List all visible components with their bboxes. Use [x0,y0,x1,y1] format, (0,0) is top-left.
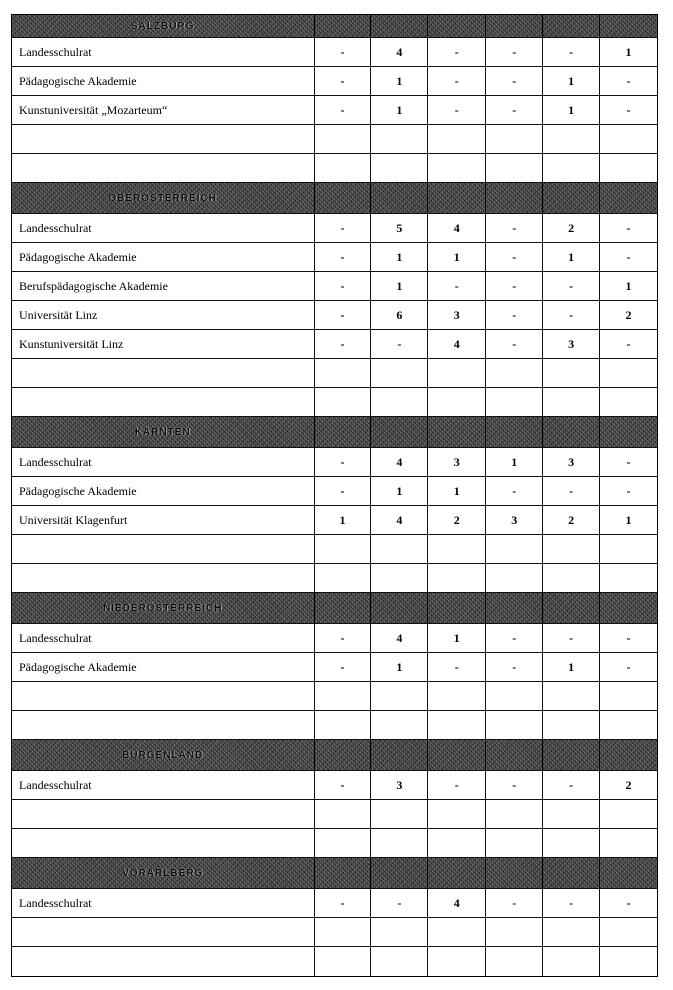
value-cell: 1 [625,278,632,293]
value-cell: 1 [371,653,428,681]
value-cell: - [486,477,543,505]
institution-name-cell [12,535,315,563]
table-row [12,947,657,976]
section-header-value-cell [543,858,600,888]
value-cell [428,154,486,182]
value-cell [315,535,372,563]
value-cell: 1 [486,448,543,476]
value-cell: 1 [428,477,486,505]
value-cell: 1 [543,243,600,271]
section-header-value-cell [600,740,657,770]
table-row [12,448,657,477]
value-cell [600,154,657,182]
section-header-value-cell [428,417,486,447]
section-header-value-cell [428,740,486,770]
value-cell: - [543,771,600,799]
value-cell [371,154,428,182]
value-cell [315,947,372,976]
value-cell [543,535,600,563]
table-row [12,800,657,829]
table-row [12,771,657,800]
value-cell: - [486,67,543,95]
value-cell [486,682,543,710]
section-header-row [12,417,657,448]
value-cell [600,800,657,828]
value-cell [371,800,428,828]
value-cell [486,918,543,946]
value-cell [543,829,600,857]
value-cell: 6 [371,301,428,329]
section-header-value-cell [486,183,543,213]
section-header-row [12,858,657,889]
value-cell: 5 [371,214,428,242]
value-cell: - [626,454,631,469]
value-cell: 2 [428,506,486,534]
table-row [12,535,657,564]
section-header-value-cell [371,740,428,770]
table-row [12,829,657,858]
institution-name-cell: Berufspädagogische Akademie [12,272,315,300]
section-header-cell [12,593,315,623]
table-row [12,96,657,125]
institution-name-cell [12,800,315,828]
section-header-value-cell [486,740,543,770]
value-cell: 4 [428,214,486,242]
value-cell: - [486,243,543,271]
section-header-value-cell [371,15,428,37]
institution-name-cell: Pädagogische Akademie [12,477,315,505]
institution-name-cell: Pädagogische Akademie [12,653,315,681]
value-cell: - [486,301,543,329]
value-cell: - [626,102,631,117]
value-cell [371,125,428,153]
institution-name-cell [12,947,315,976]
value-cell: - [626,336,631,351]
value-cell [371,564,428,592]
value-cell [371,682,428,710]
value-cell: 3 [428,301,486,329]
institution-name-cell: Pädagogische Akademie [12,243,315,271]
section-header-value-cell [371,417,428,447]
value-cell: - [486,96,543,124]
value-cell: - [486,889,543,917]
value-cell [486,947,543,976]
value-cell [428,800,486,828]
section-header-value-cell [543,740,600,770]
value-cell: 1 [371,272,428,300]
value-cell [371,535,428,563]
value-cell [486,359,543,387]
value-cell: 4 [371,506,428,534]
value-cell [315,829,372,857]
institution-name-cell [12,682,315,710]
value-cell [486,564,543,592]
section-header-value-cell [543,417,600,447]
section-header-value-cell [486,15,543,37]
value-cell [543,125,600,153]
institution-name-cell: Landesschulrat [12,38,315,66]
value-cell: 3 [428,448,486,476]
value-cell: - [315,889,372,917]
value-cell [600,947,657,976]
value-cell [543,947,600,976]
institution-name-cell: Kunstuniversität „Mozarteum“ [12,96,315,124]
value-cell: - [486,653,543,681]
section-header-value-cell [600,858,657,888]
value-cell [600,359,657,387]
value-cell: - [315,214,372,242]
section-header-value-cell [428,593,486,623]
value-cell: 1 [428,624,486,652]
value-cell: - [315,477,372,505]
value-cell [428,829,486,857]
value-cell: 1 [543,653,600,681]
value-cell: 1 [625,512,632,527]
value-cell: - [543,301,600,329]
table-row [12,564,657,593]
value-cell [315,711,372,739]
table-row [12,889,657,918]
institution-name-cell: Landesschulrat [12,214,315,242]
value-cell: - [626,220,631,235]
value-cell [600,125,657,153]
section-header-cell [12,417,315,447]
section-header-value-cell [315,593,372,623]
value-cell [315,125,372,153]
value-cell [600,829,657,857]
section-header-value-cell [428,183,486,213]
value-cell: - [543,624,600,652]
table-row [12,67,657,96]
value-cell [371,388,428,416]
table-row [12,154,657,183]
section-header-value-cell [600,593,657,623]
section-header-value-cell [315,15,372,37]
section-header-value-cell [486,593,543,623]
section-header-value-cell [428,15,486,37]
institution-name-cell: Universität Klagenfurt [12,506,315,534]
section-header-row [12,183,657,214]
value-cell: - [315,272,372,300]
section-header-cell [12,740,315,770]
institution-name-cell [12,154,315,182]
value-cell [315,918,372,946]
section-title: NIEDERÖSTERREICH [103,602,223,614]
section-header-value-cell [543,183,600,213]
institution-name-cell: Landesschulrat [12,448,315,476]
institution-name-cell: Kunstuniversität Linz [12,330,315,358]
value-cell [315,154,372,182]
value-cell [428,682,486,710]
section-header-value-cell [371,183,428,213]
value-cell: 1 [428,243,486,271]
section-header-value-cell [315,740,372,770]
value-cell: 4 [371,448,428,476]
value-cell: - [543,477,600,505]
section-header-value-cell [428,858,486,888]
value-cell: - [486,624,543,652]
institution-name-cell [12,359,315,387]
value-cell: - [428,38,486,66]
value-cell [371,947,428,976]
value-cell [543,564,600,592]
value-cell: 1 [315,506,372,534]
value-cell [428,359,486,387]
value-cell: - [315,243,372,271]
table-row [12,38,657,67]
section-header-value-cell [486,417,543,447]
table-row [12,330,657,359]
value-cell [371,711,428,739]
value-cell: 2 [543,506,600,534]
value-cell [600,535,657,563]
institution-name-cell [12,388,315,416]
value-cell: - [486,214,543,242]
value-cell [600,388,657,416]
value-cell [543,711,600,739]
table-row [12,214,657,243]
value-cell: 1 [371,477,428,505]
value-cell: - [315,624,372,652]
value-cell: - [371,330,428,358]
institution-name-cell: Landesschulrat [12,889,315,917]
value-cell: 1 [543,96,600,124]
table-row [12,918,657,947]
value-cell: - [315,301,372,329]
value-cell: 4 [428,889,486,917]
section-header-value-cell [315,417,372,447]
value-cell [486,154,543,182]
value-cell: 3 [486,506,543,534]
section-header-value-cell [600,15,657,37]
value-cell [486,125,543,153]
value-cell: 4 [371,624,428,652]
value-cell [428,535,486,563]
table-row [12,388,657,417]
value-cell: - [486,771,543,799]
value-cell: - [486,38,543,66]
value-cell [315,564,372,592]
value-cell: - [315,96,372,124]
institution-name-cell: Landesschulrat [12,624,315,652]
value-cell: 1 [625,44,632,59]
section-header-cell [12,858,315,888]
value-cell: - [315,67,372,95]
value-cell: - [486,272,543,300]
value-cell: 1 [371,243,428,271]
section-title: VORARLBERG [122,867,204,879]
table-row [12,711,657,740]
section-title: OBERÖSTERREICH [108,192,217,204]
value-cell [428,125,486,153]
institution-name-cell [12,564,315,592]
value-cell: - [315,653,372,681]
value-cell: - [626,895,631,910]
institution-name-cell: Pädagogische Akademie [12,67,315,95]
section-title: KÄRNTEN [134,426,191,438]
section-title: SALZBURG [130,20,195,32]
table-row [12,653,657,682]
section-header-cell [12,183,315,213]
table-row [12,624,657,653]
value-cell [543,154,600,182]
value-cell: - [315,771,372,799]
value-cell [600,918,657,946]
section-header-cell [12,15,315,37]
value-cell [315,800,372,828]
table-row [12,477,657,506]
value-cell: - [626,659,631,674]
value-cell [371,359,428,387]
value-cell: 2 [543,214,600,242]
value-cell: - [486,330,543,358]
value-cell: 2 [625,777,632,792]
value-cell [486,388,543,416]
value-cell [543,682,600,710]
value-cell: - [428,96,486,124]
section-header-value-cell [543,15,600,37]
table-row [12,682,657,711]
value-cell: - [626,630,631,645]
value-cell: - [626,249,631,264]
table-row [12,272,657,301]
value-cell [315,388,372,416]
value-cell: - [626,483,631,498]
value-cell: - [315,38,372,66]
value-cell [371,918,428,946]
value-cell [543,388,600,416]
section-header-value-cell [371,593,428,623]
value-cell: 1 [371,67,428,95]
institution-name-cell [12,918,315,946]
institution-name-cell [12,125,315,153]
value-cell: 4 [371,38,428,66]
table-row [12,125,657,154]
value-cell: 1 [543,67,600,95]
value-cell: - [428,67,486,95]
value-cell [315,682,372,710]
value-cell [428,388,486,416]
table-row [12,243,657,272]
value-cell [543,359,600,387]
value-cell [486,800,543,828]
value-cell [543,800,600,828]
institutions-table [11,14,658,977]
value-cell [315,359,372,387]
value-cell: - [315,330,372,358]
value-cell [428,564,486,592]
value-cell: 3 [543,448,600,476]
value-cell [600,711,657,739]
value-cell [428,711,486,739]
section-title: BURGENLAND [122,749,204,761]
value-cell: 4 [428,330,486,358]
table-row [12,359,657,388]
value-cell [486,535,543,563]
value-cell: - [543,889,600,917]
section-header-value-cell [600,183,657,213]
value-cell: 1 [371,96,428,124]
value-cell: - [315,448,372,476]
section-header-row [12,15,657,38]
value-cell: 3 [543,330,600,358]
institution-name-cell: Landesschulrat [12,771,315,799]
value-cell: - [428,272,486,300]
value-cell: - [543,38,600,66]
institution-name-cell [12,711,315,739]
value-cell [600,682,657,710]
value-cell: 3 [371,771,428,799]
value-cell [371,829,428,857]
section-header-value-cell [486,858,543,888]
value-cell: 2 [625,307,632,322]
value-cell: - [428,771,486,799]
section-header-value-cell [371,858,428,888]
value-cell [428,918,486,946]
section-header-row [12,740,657,771]
institution-name-cell: Universität Linz [12,301,315,329]
table-row [12,301,657,330]
value-cell: - [543,272,600,300]
institution-name-cell [12,829,315,857]
value-cell: - [626,73,631,88]
section-header-value-cell [315,183,372,213]
section-header-value-cell [543,593,600,623]
table-row [12,506,657,535]
value-cell: - [371,889,428,917]
section-header-value-cell [315,858,372,888]
value-cell: - [428,653,486,681]
section-header-value-cell [600,417,657,447]
value-cell [600,564,657,592]
value-cell [486,829,543,857]
section-header-row [12,593,657,624]
value-cell [543,918,600,946]
value-cell [428,947,486,976]
value-cell [486,711,543,739]
